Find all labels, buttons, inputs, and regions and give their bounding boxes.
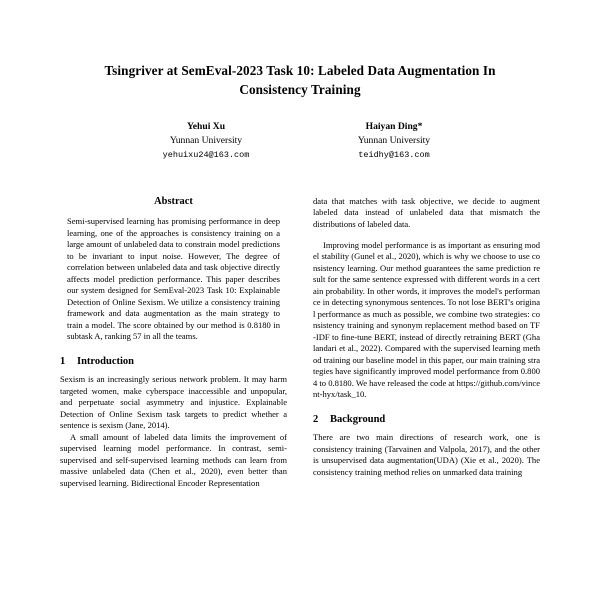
body-columns (0, 196, 600, 489)
left-column (60, 196, 287, 489)
section-title: Background (330, 413, 386, 425)
paragraph: Sexism is an increasingly serious network problem. It may harm targeted women, make cyberspace inaccessible and unpopular, and perpetuate social asymmetry and injustice. Explainable Detection of Online Sexism task targets to predict whether a sentence is sexism (Jane, 2014). (60, 374, 287, 431)
author-block (0, 120, 600, 162)
section-heading-background (313, 414, 540, 427)
abstract-text: Semi-supervised learning has promising performance in deep learning, one of the approaches is consistency training on a large amount of unlabeled data to constrain model predictions to be invariant to input noise. However, The degree of correlation between unlabeled data and task objective directly affects model prediction performance. This paper describes our system designed for SemEval-2023 Task 10: Explainable Detection of Online Sexism. We utilize a consistency training framework and data augmentation as the main strategy to train a model. The score obtained by our method is 0.8180 in subtask A, ranking 57 in all the teams. (67, 216, 280, 342)
abstract-body (60, 216, 287, 342)
abstract-heading: Abstract (154, 196, 193, 207)
author-email[interactable]: teidhy@163.com (358, 150, 430, 161)
section-heading-introduction (60, 356, 287, 369)
paragraph: A small amount of labeled data limits the improvement of supervised learning model performance. In contrast, semi-supervised and self-supervised learning methods can learn from massive unlabeled data (Chen et al., 2020), even better than supervised learning. Bidirectional Encoder Representation (60, 431, 287, 488)
section-title: Introduction (77, 355, 134, 367)
paragraph: data that matches with task objective, we decide to augment labeled data instead of unlabeled data that mismatch the distributions of labeled data. (313, 196, 540, 229)
author-affiliation: Yunnan University (357, 135, 431, 147)
author-name: Yehui Xu (186, 121, 226, 133)
author-entry (300, 120, 488, 162)
right-column (313, 196, 540, 489)
author-entry (112, 120, 300, 162)
section-number: 2 (313, 413, 319, 425)
author-name: Haiyan Ding* (365, 121, 423, 133)
section-number: 1 (60, 355, 66, 367)
paragraph: Improving model performance is as important as ensuring model stability (Gunel et al., 2020), which is why we choose to use consistency learning. Our method guarantees the same prediction result for the same sentence expressed with different words in a certain probability. In other words, it improves the model's performance in detecting synonymous sentences. To not lose BERT's original performance as much as possible, we combine two strategies: consistency training and synonym replacement method based on TF-IDF to fine-tune BERT, instead of directly retraining BERT (Ghalandari et al., 2022). Compared with the supervised learning method training our baseline model in this paper, our main training strategies have significantly improved model performance from 0.8004 to 0.8180. We have released the code at https://github.com/vincent-hyx/task_10. (313, 239, 541, 400)
page-title: Tsingriver at SemEval-2023 Task 10: Labeled Data Augmentation In Consistency Training (104, 63, 496, 97)
paragraph: There are two main directions of research work, one is consistency training (Tarvainen and Valpola, 2017), and the other is unsupervised data augmentation(UDA) (Xie et al., 2020). The consistency training method relies on unmarked data training (313, 432, 540, 477)
author-affiliation: Yunnan University (169, 135, 243, 147)
author-email[interactable]: yehuixu24@163.com (162, 150, 250, 161)
